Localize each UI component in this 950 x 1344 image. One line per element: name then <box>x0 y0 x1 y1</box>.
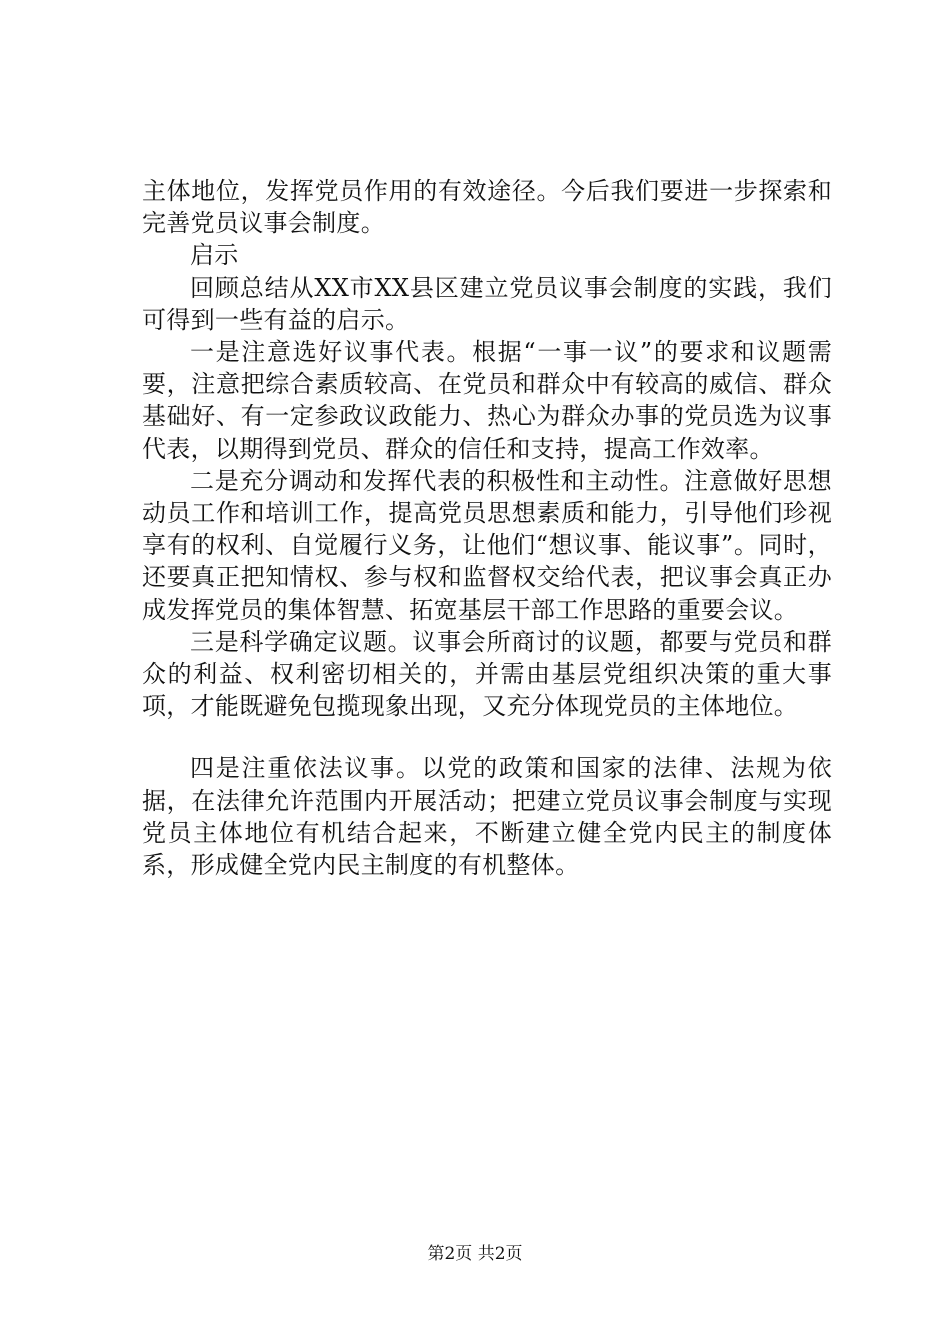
section-heading-qishi: 启示 <box>190 241 239 270</box>
paragraph-review: 回顾总结从XX市XX县区建立党员议事会制度的实践，我们可得到一些有益的启示。 <box>142 273 832 334</box>
paragraph-continuation: 主体地位，发挥党员作用的有效途径。今后我们要进一步探索和完善党员议事会制度。 <box>142 177 832 238</box>
paragraph-point-three: 三是科学确定议题。议事会所商讨的议题，都要与党员和群众的利益、权利密切相关的，并需由基层党组织决策的重大事项，才能既避免包揽现象出现，又充分体现党员的主体地位。 <box>142 627 832 721</box>
paragraph-point-four: 四是注重依法议事。以党的政策和国家的法律、法规为依据，在法律允许范围内开展活动；把建立党员议事会制度与实现党员主体地位有机结合起来，不断建立健全党内民主的制度体系，形成健全党内民主制度的有机整体。 <box>142 754 832 880</box>
page-number-footer: 第2页 共2页 <box>427 1244 523 1264</box>
paragraph-point-one: 一是注意选好议事代表。根据“一事一议”的要求和议题需要，注意把综合素质较高、在党员和群众中有较高的威信、群众基础好、有一定参政议政能力、热心为群众办事的党员选为议事代表，以期得到党员、群众的信任和支持，提高工作效率。 <box>142 338 832 463</box>
document-body <box>142 175 832 881</box>
paragraph-point-two: 二是充分调动和发挥代表的积极性和主动性。注意做好思想动员工作和培训工作，提高党员思想素质和能力，引导他们珍视享有的权利、自觉履行义务，让他们“想议事、能议事”。同时，还要真正把知情权、参与权和监督权交给代表，把议事会真正办成发挥党员的集体智慧、拓宽基层干部工作思路的重要会议。 <box>142 466 832 624</box>
